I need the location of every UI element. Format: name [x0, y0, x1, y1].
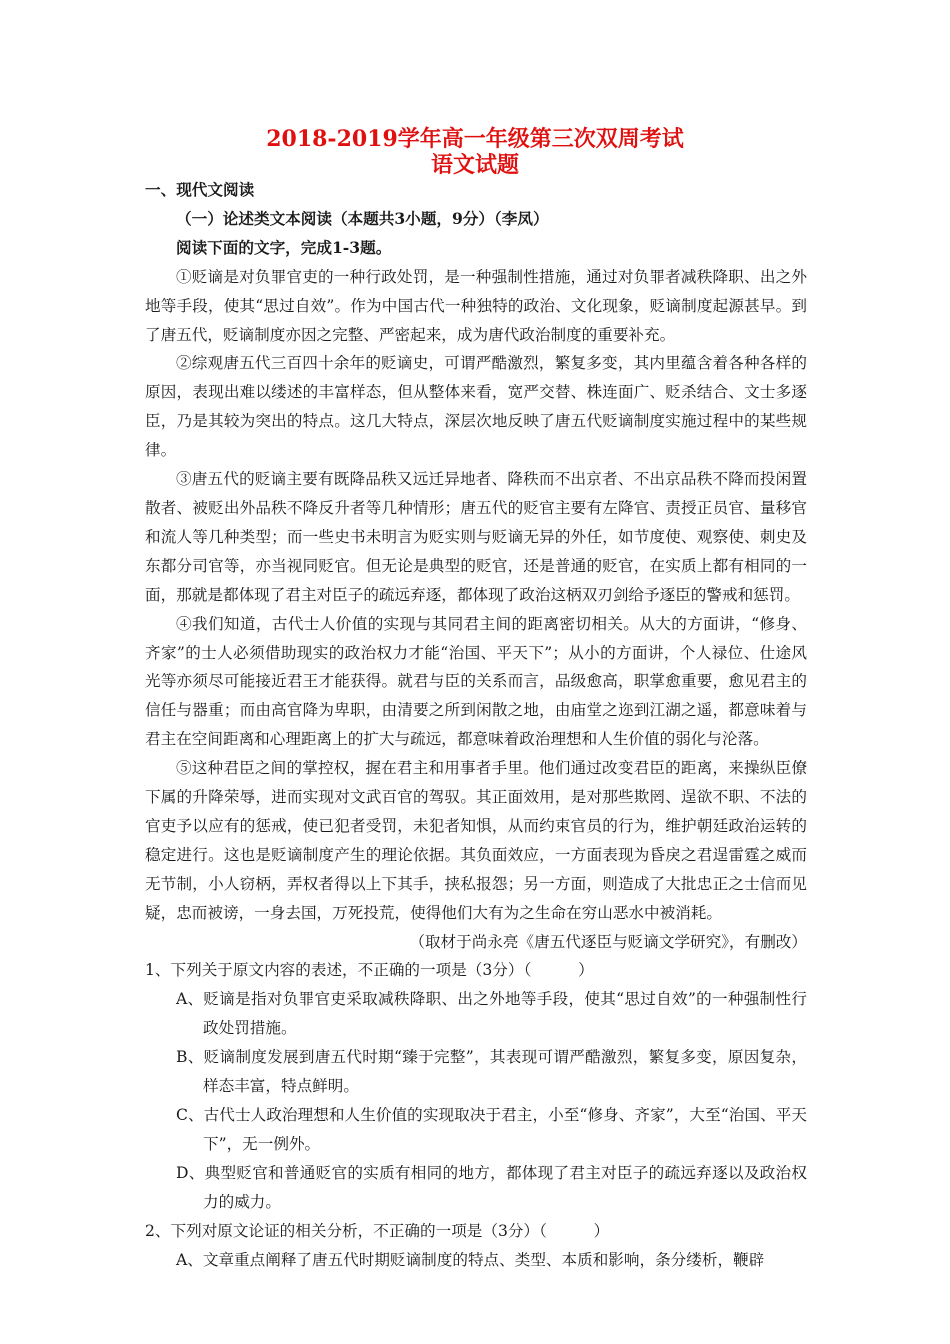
- question-1-option-d: D、典型贬官和普通贬官的实质有相同的地方，都体现了君主对臣子的疏远弃逐以及政治权力的威力。: [176, 1163, 807, 1211]
- exam-content: [145, 176, 807, 1274]
- question-1-option-a: A、贬谪是指对负罪官吏采取减秩降职、出之外地等手段，使其“思过自效”的一种强制性行政处罚措施。: [176, 990, 807, 1038]
- question-1-option-b: B、贬谪制度发展到唐五代时期“臻于完整”，其表现可谓严酷激烈，繁复多变，原因复杂，样态丰富，特点鲜明。: [176, 1048, 807, 1096]
- subject-title: 语文试题: [430, 152, 519, 178]
- exam-title: 2018-2019学年高一年级第三次双周考试: [266, 126, 684, 152]
- passage-paragraph-1: ①贬谪是对负罪官吏的一种行政处罚，是一种强制性措施，通过对负罪者减秩降职、出之外地等手段，使其“思过自效”。作为中国古代一种独特的政治、文化现象，贬谪制度起源甚早。到了唐五代，贬谪制度亦因之完整、严密起来，成为唐代政治制度的重要补充。: [145, 267, 807, 344]
- subsection-heading: （一）论述类文本阅读（本题共3小题，9分）（李凤）: [176, 208, 549, 228]
- question-1-option-c: C、古代士人政治理想和人生价值的实现取决于君主，小至“修身、齐家”，大至“治国、平天下”，无一例外。: [176, 1106, 807, 1153]
- passage-paragraph-2: ②综观唐五代三百四十余年的贬谪史，可谓严酷激烈，繁复多变，其内里蕴含着各种各样的原因，表现出难以缕述的丰富样态，但从整体来看，宽严交替、株连面广、贬杀结合、文士多逐臣，乃是其较为突出的特点。这几大特点，深层次地反映了唐五代贬谪制度实施过程中的某些规律。: [145, 354, 807, 460]
- question-2-stem: 2、下列对原文论证的相关分析，不正确的一项是（3分）（ ）: [145, 1221, 610, 1240]
- passage-paragraph-5: ⑤这种君臣之间的掌控权，握在君主和用事者手里。他们通过改变君臣的距离，来操纵臣僚下属的升降荣辱，进而实现对文武百官的驾驭。其正面效用，是对那些欺罔、逞欲不职、不法的官吏予以应有的惩戒，使已犯者受罚，未犯者知惧，从而约束官员的行为，维护朝廷政治运转的稳定进行。这也是贬谪制度产生的理论依据。其负面效应，一方面表现为昏戾之君逞雷霆之威而无节制，小人窃柄，弄权者得以上下其手，挟私报怨；另一方面，则造成了大批忠正之士信而见疑，忠而被谤，一身去国，万死投荒，使得他们大有为之生命在穷山恶水中被消耗。: [145, 759, 807, 922]
- section-heading: 一、现代文阅读: [145, 180, 255, 199]
- passage-source: （取材于尚永亮《唐五代逐臣与贬谪文学研究》，有删改）: [409, 932, 807, 951]
- reading-instruction: 阅读下面的文字，完成1-3题。: [176, 237, 392, 257]
- question-1-stem: 1、下列关于原文内容的表述，不正确的一项是（3分）（ ）: [145, 961, 594, 980]
- question-2-option-a: A、文章重点阐释了唐五代时期贬谪制度的特点、类型、本质和影响，条分缕析，鞭辟: [176, 1250, 765, 1269]
- passage-paragraph-4: ④我们知道，古代士人价值的实现与其同君主间的距离密切相关。从大的方面讲，“修身、齐家”的士人必须借助现实的政治权力才能“治国、平天下”；从小的方面讲，个人禄位、仕途风光等亦须尽可能接近君王才能获得。就君与臣的关系而言，品级愈高，职掌愈重要，愈见君主的信任与器重；而由高官降为卑职，由清要之所到闲散之地，由庙堂之迩到江湖之遥，都意味着与君主在空间距离和心理距离上的扩大与疏远，都意味着政治理想和人生价值的弱化与沦落。: [145, 614, 807, 749]
- passage-paragraph-3: ③唐五代的贬谪主要有既降品秩又远迁异地者、降秩而不出京者、不出京品秩不降而投闲置散者、被贬出外品秩不降反升者等几种情形；唐五代的贬官主要有左降官、责授正员官、量移官和流人等几种类型；而一些史书未明言为贬实则与贬谪无异的外任，如节度使、观察使、刺史及东都分司官等，亦当视同贬官。但无论是典型的贬官，还是普通的贬官，在实质上都有相同的一面，那就是都体现了君主对臣子的疏远弃逐，都体现了政治这柄双刃剑给予逐臣的警戒和惩罚。: [145, 470, 807, 604]
